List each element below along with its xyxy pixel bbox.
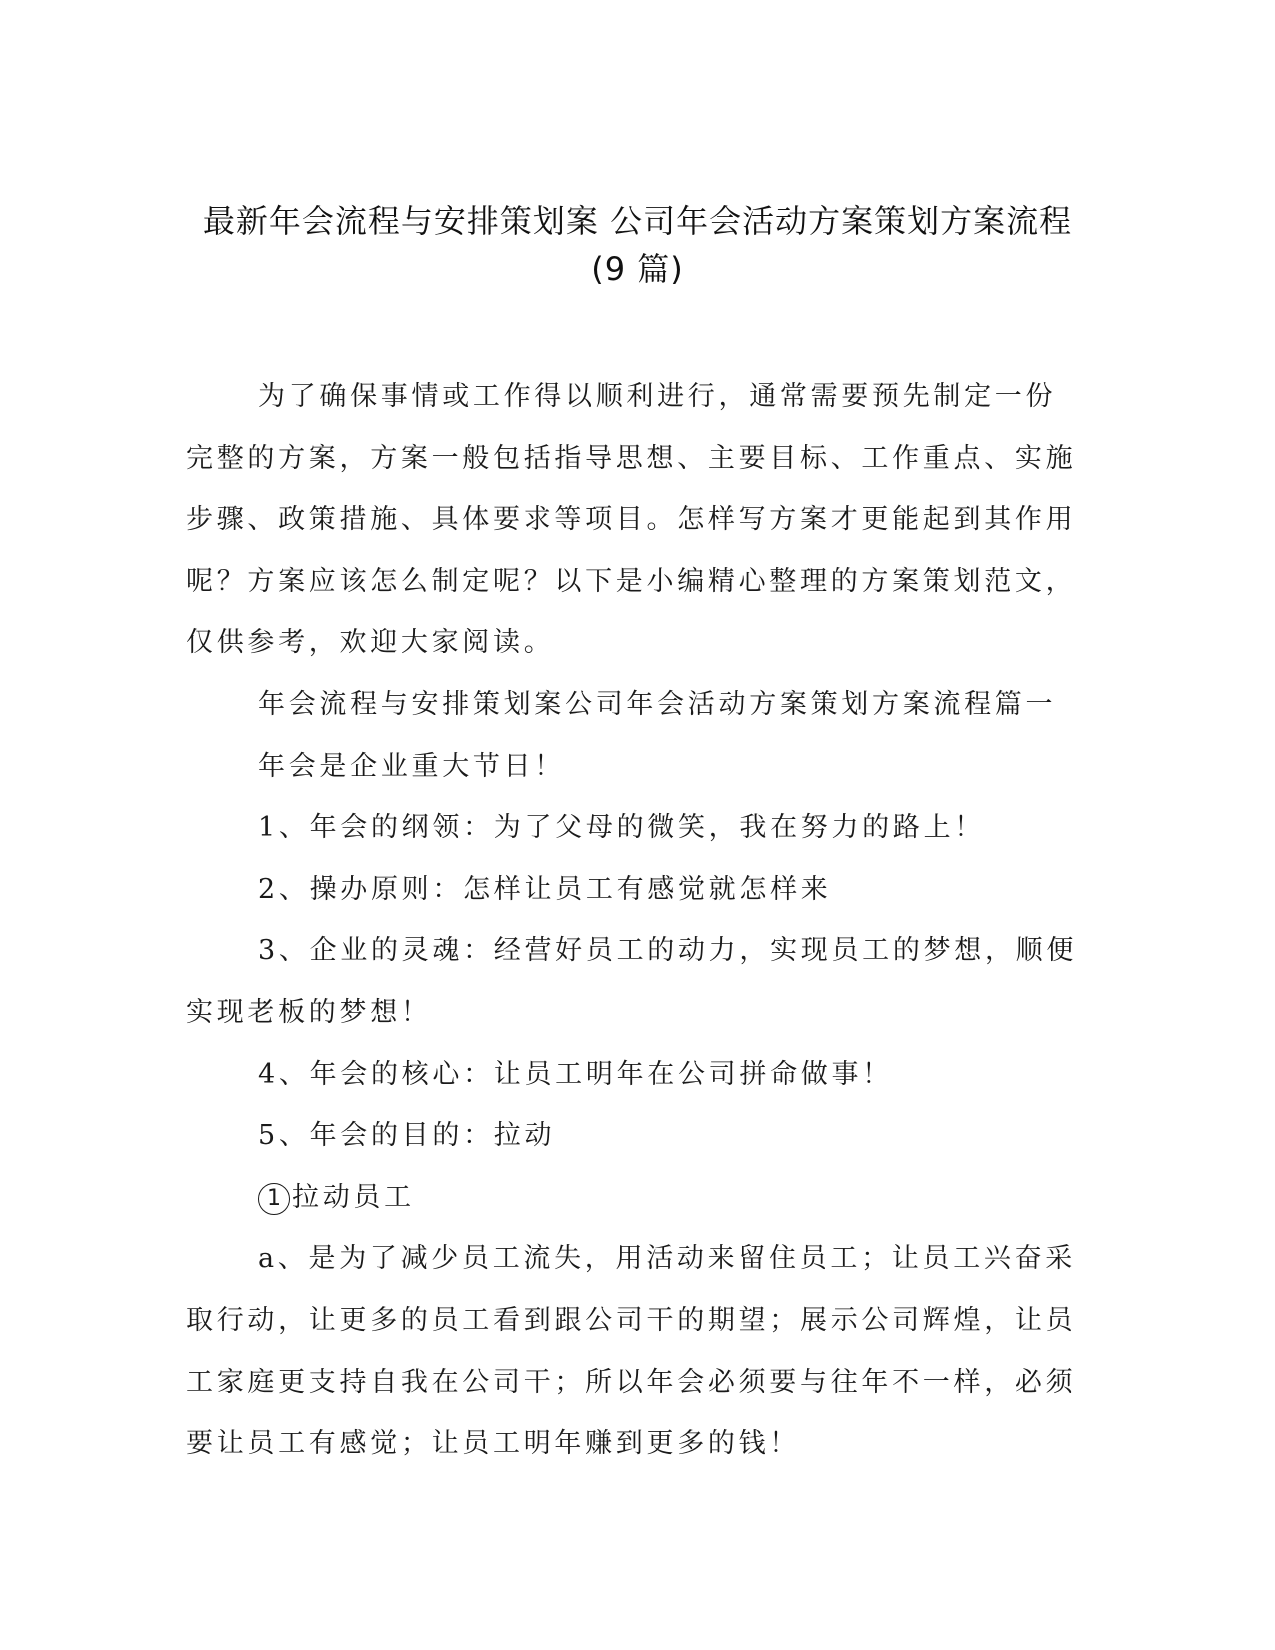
list-item: 1、年会的纲领：为了父母的微笑，我在努力的路上！ [258,812,985,844]
list-item: 3、企业的灵魂：经营好员工的动力，实现员工的梦想，顺便实现老板的梦想！ [186,935,1078,1028]
list-item: 2、操办原则：怎样让员工有感觉就怎样来 [258,873,832,905]
title-line-2: (9 篇) [591,250,684,288]
intro-paragraph: 为了确保事情或工作得以顺利进行，通常需要预先制定一份完整的方案，方案一般包括指导思想、主要目标、工作重点、实施步骤、政策措施、具体要求等项目。怎样写方案才更能起到其作用呢？方案应该怎么制定呢？以下是小编精心整理的方案策划范文，仅供参考，欢迎大家阅读。 [186,381,1077,659]
list-item: 4、年会的核心：让员工明年在公司拼命做事！ [258,1058,893,1090]
document-body [186,366,1086,1475]
sub-item [186,1167,1086,1229]
list-item: 5、年会的目的：拉动 [258,1120,556,1152]
point-a-paragraph: a、是为了减少员工流失，用活动来留住员工；让员工兴奋采取行动，让更多的员工看到跟公司干的期望；展示公司辉煌，让员工家庭更支持自我在公司干；所以年会必须要与往年不一样，必须要让员工有感觉；让员工明年赚到更多的钱！ [186,1243,1077,1460]
document-title [150,197,1125,293]
title-line-1: 最新年会流程与安排策划案 公司年会活动方案策划方案流程 [202,202,1073,240]
section-heading: 年会流程与安排策划案公司年会活动方案策划方案流程篇一 [258,688,1057,720]
circled-number-marker: 1 [258,1183,290,1215]
sub-item-text: 拉动员工 [292,1181,415,1213]
statement-paragraph: 年会是企业重大节日！ [258,750,565,782]
